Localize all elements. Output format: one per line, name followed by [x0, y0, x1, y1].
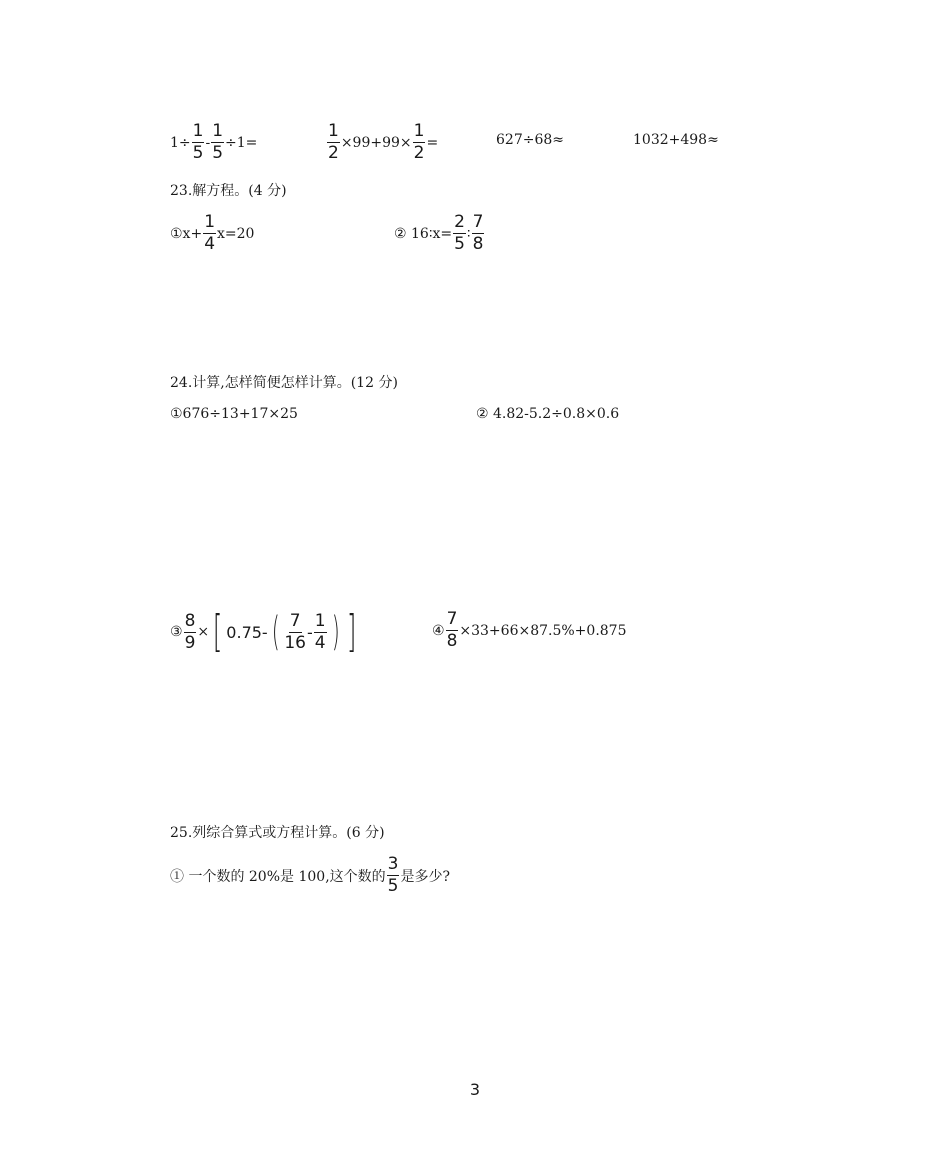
- denominator: 2: [328, 143, 339, 163]
- numerator: 3: [387, 854, 399, 874]
- fraction: [314, 612, 327, 653]
- fraction: [446, 610, 459, 651]
- fraction: [387, 855, 400, 896]
- math-text: x=20: [217, 225, 255, 242]
- fraction: [327, 122, 340, 163]
- q24-part-3: [170, 606, 360, 657]
- numerator: 1: [212, 121, 224, 141]
- math-text: ×99+99×: [340, 134, 412, 151]
- math-text: 24.计算,怎样简便怎样计算。(12 分): [170, 375, 398, 391]
- expr-1: [170, 122, 257, 163]
- fraction: [211, 122, 224, 163]
- math-text: 1032+498≈: [633, 132, 719, 148]
- left-paren: (: [271, 609, 280, 655]
- q23-part-2: [394, 213, 485, 254]
- math-text: ①676÷13+17×25: [170, 406, 298, 422]
- right-bracket: ]: [347, 606, 357, 657]
- math-text: 0.75-: [226, 622, 268, 642]
- q25-title: [170, 822, 385, 842]
- math-text: ÷1=: [225, 134, 258, 151]
- math-text: ④: [432, 622, 445, 639]
- expr-4: [633, 132, 719, 148]
- numerator: 1: [314, 610, 326, 631]
- numerator: 7: [446, 609, 458, 629]
- math-text: -: [306, 622, 313, 642]
- denominator: 5: [192, 143, 204, 163]
- fraction: [413, 122, 426, 163]
- denominator: 4: [204, 234, 216, 254]
- right-paren: ): [331, 609, 340, 655]
- numerator: 7: [472, 212, 484, 232]
- math-text: -: [205, 134, 211, 151]
- numerator: 2: [454, 212, 465, 232]
- math-text: 是多少?: [400, 868, 450, 885]
- fraction: [203, 213, 216, 254]
- q23-title: [170, 180, 287, 200]
- math-text: 25.列综合算式或方程计算。(6 分): [170, 825, 385, 841]
- denominator: 2: [413, 143, 425, 163]
- numerator: 8: [184, 610, 196, 631]
- q24-title: [170, 372, 398, 392]
- math-text: ② 16∶x=: [394, 225, 453, 242]
- denominator: 8: [472, 234, 484, 254]
- denominator: 9: [184, 632, 196, 653]
- math-text: 23.解方程。(4 分): [170, 183, 287, 199]
- expr-3: [496, 132, 564, 148]
- fraction: [192, 122, 205, 163]
- expr-2: [326, 122, 438, 163]
- numerator: 1: [204, 212, 216, 232]
- left-bracket: [: [212, 606, 223, 657]
- q25-part-1: [170, 855, 450, 896]
- math-text: ×: [197, 624, 210, 640]
- math-text: =: [426, 134, 439, 151]
- fraction: [453, 213, 466, 254]
- numerator: 7: [289, 610, 301, 631]
- page-number: 3: [469, 1080, 481, 1099]
- math-text: ② 4.82-5.2÷0.8×0.6: [476, 406, 620, 422]
- q24-part-4: [432, 610, 627, 651]
- fraction: [184, 612, 197, 653]
- numerator: 1: [328, 121, 339, 141]
- denominator: 16: [284, 632, 306, 653]
- denominator: 5: [387, 876, 399, 896]
- q24-part-1: [170, 406, 298, 422]
- numerator: 1: [192, 121, 204, 141]
- fraction: [472, 213, 485, 254]
- expr-1-a: 1÷: [170, 134, 191, 151]
- denominator: 5: [454, 234, 465, 254]
- denominator: 4: [314, 632, 326, 653]
- math-text: 627÷68≈: [496, 132, 564, 148]
- math-text: ③: [170, 624, 183, 640]
- denominator: 8: [446, 631, 458, 651]
- q23-part-1: [170, 213, 254, 254]
- math-text: ① 一个数的 20%是 100,这个数的: [170, 868, 386, 885]
- fraction: [284, 612, 306, 653]
- numerator: 1: [413, 121, 425, 141]
- math-text: ×33+66×87.5%+0.875: [459, 622, 627, 639]
- denominator: 5: [212, 143, 224, 163]
- math-text: ∶: [466, 225, 471, 242]
- math-text: ①x+: [170, 225, 203, 242]
- q24-part-2: [476, 406, 619, 422]
